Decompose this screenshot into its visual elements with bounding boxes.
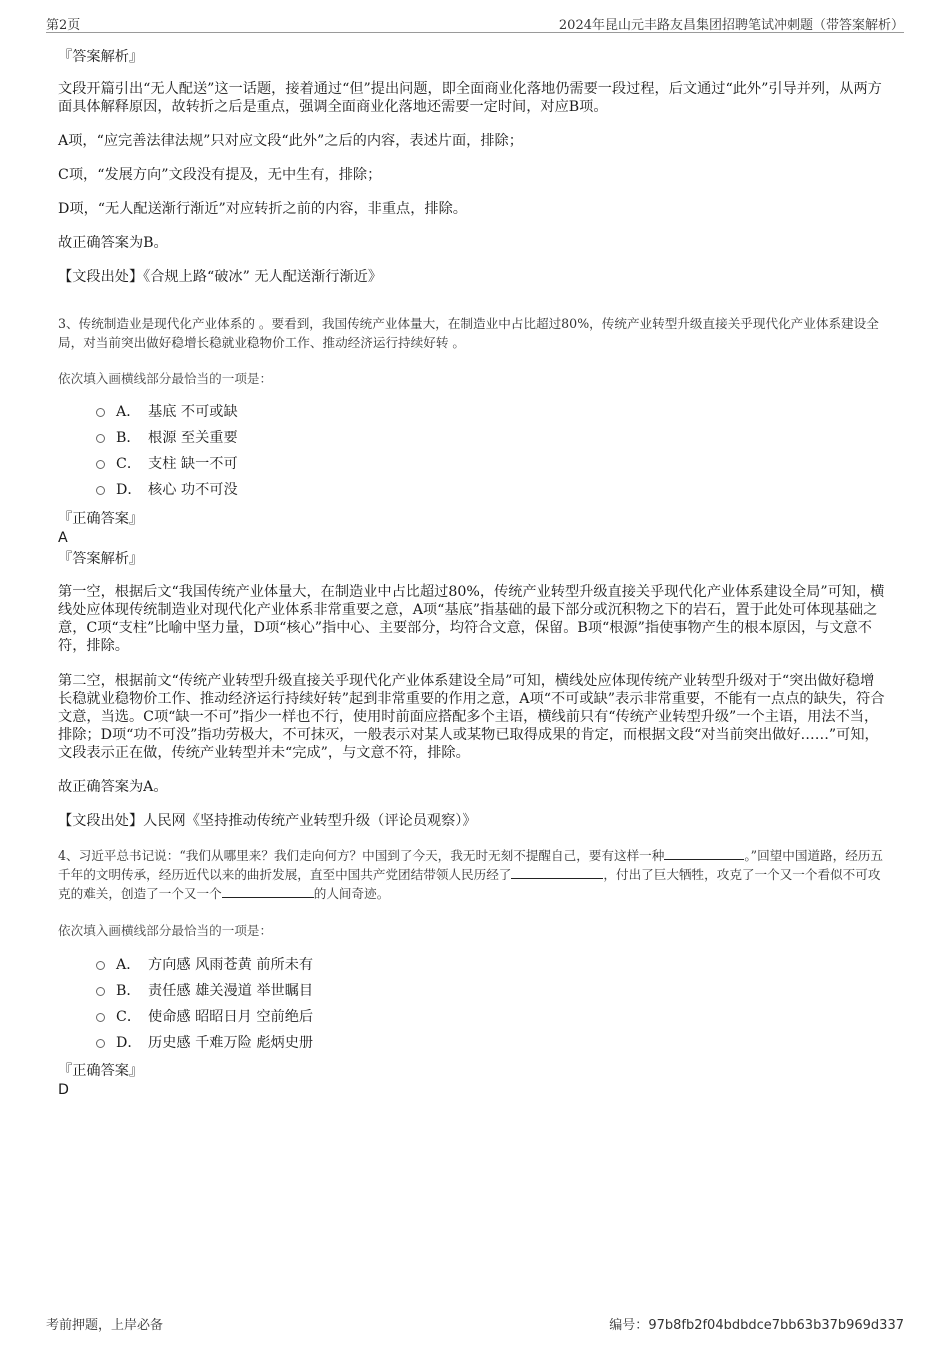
analysis-paragraph: 文段开篇引出“无人配送”这一话题，接着通过“但”提出问题，即全面商业化落地仍需要一段过程，后文通过“此外”引导并列，从两方面具体解释原因，故转折之后是重点，强调全面商业化落地还需要一定时间，对应B项。: [58, 81, 882, 115]
option-a[interactable]: A． 基底 不可或缺: [96, 399, 238, 425]
analysis-paragraph-1: 第一空，根据后文“我国传统产业体量大，在制造业中占比超过80%，传统产业转型升级直接关乎现代化产业体系建设全局”可知，横线处应体现传统制造业对现代化产业体系非常重要之意，A项“基底”指基础的最下部分或沉积物之下的岩石，置于此处可体现基础之意，C项“支柱”比喻中坚力量，D项“核心”指中心、主要部分，均符合文意，保留。B项“根源”指使事物产生的根本原因，与文意不符，排除。: [58, 584, 885, 654]
correct-answer-label: 『正确答案』: [58, 511, 144, 527]
document-title: 2024年昆山元丰路友昌集团招聘笔试冲刺题（带答案解析）: [558, 18, 904, 33]
question-4-options: [96, 952, 313, 1056]
analysis-label: 『答案解析』: [58, 49, 144, 65]
option-a[interactable]: A． 方向感 风雨苍黄 前所未有: [96, 952, 313, 978]
analysis-option-d: D项，“无人配送渐行渐近”对应转折之前的内容，非重点，排除。: [58, 201, 467, 217]
correct-answer: A: [58, 530, 68, 546]
radio-icon[interactable]: [96, 486, 105, 495]
question-3-stem: 3、传统制造业是现代化产业体系的 。要看到，我国传统产业体量大，在制造业中占比超过80%，传统产业转型升级直接关乎现代化产业体系建设全局，对当前突出做好稳增长稳就业稳物价工作、推动经济运行持续好转 。: [58, 316, 879, 350]
source-citation: 【文段出处】人民网《坚持推动传统产业转型升级（评论员观察）》: [58, 813, 477, 829]
radio-icon[interactable]: [96, 460, 105, 469]
footer-slogan: 考前押题，上岸必备: [46, 1318, 164, 1333]
analysis-option-a: A项，“应完善法律法规”只对应文段“此外”之后的内容，表述片面，排除；: [58, 133, 523, 149]
question-4-stem: 4、习近平总书记说：“我们从哪里来？我们走向何方？中国到了今天，我无时无刻不提醒自己，要有这样一种 。”回望中国道路，经历五千年的文明传承，经历近代以来的曲折发展，直至中国共产党团结带领人民历经了 ，付出了巨大牺牲，攻克了一个又一个看似不可攻克的难关，创造了一个又一个 的人间奇迹。: [58, 848, 884, 901]
radio-icon[interactable]: [96, 434, 105, 443]
option-d[interactable]: D． 核心 功不可没: [96, 477, 238, 503]
document-code: 编号：97b8fb2f04bdbdce7bb63b37b969d337: [609, 1318, 904, 1333]
option-c[interactable]: C． 支柱 缺一不可: [96, 451, 238, 477]
radio-icon[interactable]: [96, 987, 105, 996]
question-4-instruction: 依次填入画横线部分最恰当的一项是：: [58, 923, 273, 938]
page-header: [46, 12, 904, 33]
option-b[interactable]: B． 根源 至关重要: [96, 425, 238, 451]
radio-icon[interactable]: [96, 408, 105, 417]
blank-3: [222, 885, 314, 898]
radio-icon[interactable]: [96, 961, 105, 970]
page-footer: [46, 1312, 904, 1332]
analysis-option-c: C项，“发展方向”文段没有提及，无中生有，排除；: [58, 167, 382, 183]
radio-icon[interactable]: [96, 1013, 105, 1022]
source-citation: 【文段出处】《合规上路“破冰” 无人配送渐行渐近》: [58, 269, 383, 285]
radio-icon[interactable]: [96, 1039, 105, 1048]
blank-2: [511, 866, 603, 879]
answer-conclusion: 故正确答案为A。: [58, 779, 168, 795]
option-d[interactable]: D． 历史感 千难万险 彪炳史册: [96, 1030, 313, 1056]
answer-conclusion: 故正确答案为B。: [58, 235, 168, 251]
blank-1: [664, 847, 744, 860]
option-c[interactable]: C． 使命感 昭昭日月 空前绝后: [96, 1004, 313, 1030]
analysis-paragraph-2: 第二空，根据前文“传统产业转型升级直接关乎现代化产业体系建设全局”可知，横线处应体现传统产业转型升级对于“突出做好稳增长稳就业稳物价工作、推动经济运行持续好转”起到非常重要的作用之意，A项“不可或缺”表示非常重要，不能有一点点的缺失，符合文意，当选。C项“缺一不可”指少一样也不行，使用时前面应搭配多个主语，横线前只有“传统产业转型升级”一个主语，用法不当，排除；D项“功不可没”指功劳极大，不可抹灭，一般表示对某人或某物已取得成果的肯定，而根据文段“对当前突出做好……”可知，文段表示正在做，传统产业转型并未“完成”，与文意不符，排除。: [58, 673, 885, 761]
question-3-options: [96, 399, 238, 503]
page-number: 第2页: [46, 18, 81, 33]
correct-answer-label: 『正确答案』: [58, 1063, 144, 1079]
question-3-instruction: 依次填入画横线部分最恰当的一项是：: [58, 371, 273, 386]
option-b[interactable]: B． 责任感 雄关漫道 举世瞩目: [96, 978, 313, 1004]
correct-answer: D: [58, 1082, 69, 1098]
analysis-label: 『答案解析』: [58, 551, 144, 567]
